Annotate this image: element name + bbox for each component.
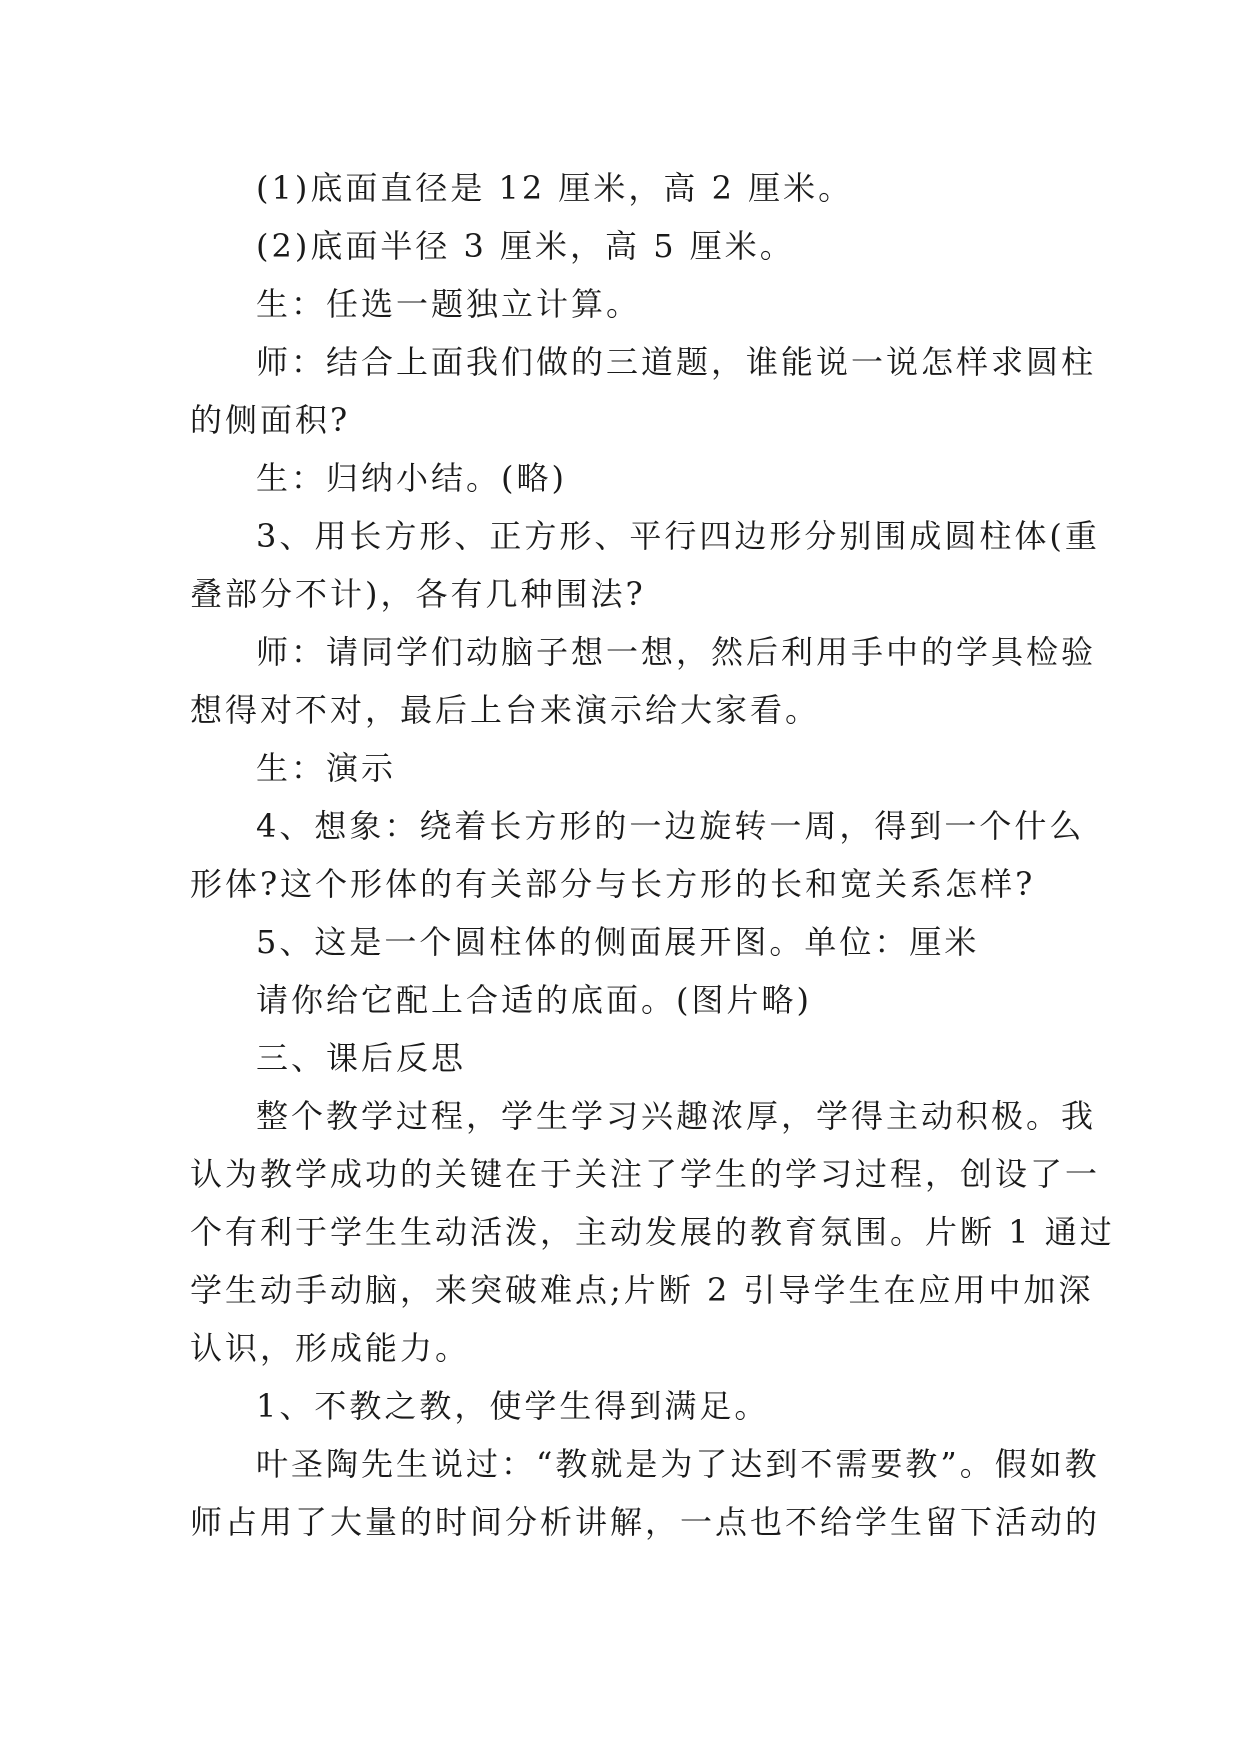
text-line-10: 想得对不对，最后上台来演示给大家看。 (190, 691, 821, 729)
text-line-2: (2)底面半径 3 厘米，高 5 厘米。 (256, 227, 795, 265)
text-line-4: 师：结合上面我们做的三道题，谁能说一说怎样求圆柱 (256, 343, 1097, 381)
text-line-5: 的侧面积? (190, 401, 351, 439)
text-line-18: 认为教学成功的关键在于关注了学生的学习过程，创设了一 (190, 1155, 1101, 1193)
text-line-1: (1)底面直径是 12 厘米，高 2 厘米。 (256, 169, 854, 207)
section-heading: 三、课后反思 (256, 1039, 467, 1077)
text-line-8: 叠部分不计)，各有几种围法? (190, 575, 646, 613)
text-line-9: 师：请同学们动脑子想一想，然后利用手中的学具检验 (256, 633, 1097, 671)
text-line-22: 1、不教之教，使学生得到满足。 (256, 1387, 770, 1425)
text-line-3: 生：任选一题独立计算。 (256, 285, 642, 323)
text-line-24: 师占用了大量的时间分析讲解，一点也不给学生留下活动的 (190, 1503, 1101, 1541)
text-line-6: 生：归纳小结。(略) (256, 459, 567, 497)
text-line-21: 认识，形成能力。 (190, 1329, 471, 1367)
text-line-7: 3、用长方形、正方形、平行四边形分别围成圆柱体(重 (256, 517, 1100, 555)
text-line-20: 学生动手动脑，来突破难点;片断 2 引导学生在应用中加深 (190, 1271, 1094, 1309)
text-line-14: 5、这是一个圆柱体的侧面展开图。单位：厘米 (256, 923, 980, 961)
text-line-23: 叶圣陶先生说过：“教就是为了达到不需要教”。假如教 (256, 1445, 1100, 1483)
text-line-13: 形体?这个形体的有关部分与长方形的长和宽关系怎样? (190, 865, 1036, 903)
text-line-11: 生：演示 (256, 749, 397, 787)
text-line-17: 整个教学过程，学生学习兴趣浓厚，学得主动积极。我 (256, 1097, 1097, 1135)
text-line-19: 个有利于学生生动活泼，主动发展的教育氛围。片断 1 通过 (190, 1213, 1115, 1251)
text-line-15: 请你给它配上合适的底面。(图片略) (256, 981, 812, 1019)
text-line-12: 4、想象：绕着长方形的一边旋转一周，得到一个什么 (256, 807, 1085, 845)
